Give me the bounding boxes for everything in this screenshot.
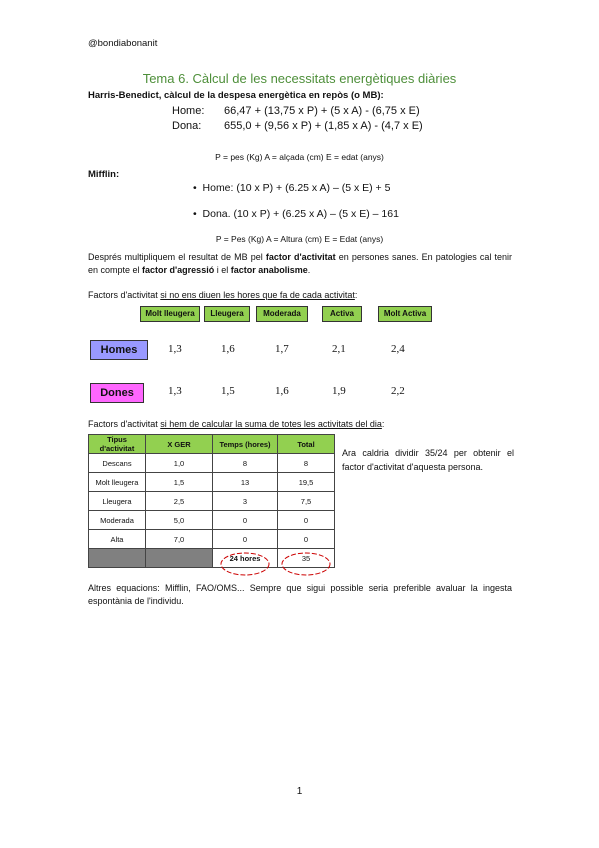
table-cell: 19,5: [278, 473, 335, 492]
total-value: 35: [278, 549, 335, 568]
author-handle: @bondiabonanit: [88, 38, 158, 49]
red-circle-total: [282, 553, 330, 575]
table-header: Temps (hores): [213, 435, 278, 454]
table-cell: 1,0: [146, 454, 213, 473]
mifflin-women: • Dona. (10 x P) + (6.25 x A) – (5 x E) – 161: [193, 208, 399, 220]
table-cell: 5,0: [146, 511, 213, 530]
total-hours: 24 hores: [213, 549, 278, 568]
table-header: Total: [278, 435, 335, 454]
women-formula: 655,0 + (9,56 x P) + (1,85 x A) - (4,7 x E): [224, 120, 423, 132]
factor-value: 1,5: [221, 385, 235, 397]
table-cell: 8: [213, 454, 278, 473]
table-cell: 8: [278, 454, 335, 473]
harris-heading: Harris-Benedict, càlcul de la despesa energètica en repòs (o MB):: [88, 90, 384, 101]
mifflin-heading: Mifflin:: [88, 169, 120, 180]
row-label-homes: Homes: [90, 340, 148, 360]
row-label-dones: Dones: [90, 383, 144, 403]
men-formula: 66,47 + (13,75 x P) + (5 x A) - (6,75 x E): [224, 105, 420, 117]
table-cell: 0: [213, 530, 278, 549]
table-cell: Molt lleugera: [89, 473, 146, 492]
table-header: Tipus d'activitat: [89, 435, 146, 454]
table-cell: 0: [213, 511, 278, 530]
table-cell: Alta: [89, 530, 146, 549]
red-circle-hours: [221, 553, 269, 575]
closing-paragraph: Altres equacions: Mifflin, FAO/OMS... Sempre que sigui possible seria preferible avaluar la ingesta espontània de l'individu.: [88, 583, 512, 606]
factor-value: 1,6: [221, 343, 235, 355]
table-cell: 1,5: [146, 473, 213, 492]
sum-heading: Factors d'activitat si hem de calcular la suma de totes les activitats del dia:: [88, 419, 385, 429]
page-title: Tema 6. Càlcul de les necessitats energètiques diàries: [142, 71, 457, 86]
table-header: X GER: [146, 435, 213, 454]
activity-paragraph: Després multipliquem el resultat de MB pel factor d'activitat en persones sanes. En patologies cal tenir en compte el factor d'agressió i el factor anabolisme.: [88, 252, 512, 275]
factor-value: 1,3: [168, 343, 182, 355]
table-cell: Lleugera: [89, 492, 146, 511]
table-cell: 13: [213, 473, 278, 492]
table-cell: Moderada: [89, 511, 146, 530]
table-cell: 2,5: [146, 492, 213, 511]
factor-value: 2,4: [391, 343, 405, 355]
table-cell: 3: [213, 492, 278, 511]
factor-value: 1,9: [332, 385, 346, 397]
factor-value: 2,2: [391, 385, 405, 397]
level-chip: Lleugera: [204, 306, 250, 322]
women-label: Dona:: [172, 120, 202, 132]
table-cell: 0: [278, 530, 335, 549]
factor-value: 2,1: [332, 343, 346, 355]
factor-value: 1,3: [168, 385, 182, 397]
page-number: 1: [296, 786, 303, 797]
table-cell: 7,0: [146, 530, 213, 549]
factors-heading: Factors d'activitat si no ens diuen les hores que fa de cada activitat:: [88, 290, 358, 300]
table-cell: 0: [278, 511, 335, 530]
level-chip: Molt Activa: [378, 306, 432, 322]
level-chip: Activa: [322, 306, 362, 322]
level-chip: Moderada: [256, 306, 308, 322]
table-cell: 7,5: [278, 492, 335, 511]
factor-value: 1,7: [275, 343, 289, 355]
mifflin-legend: P = Pes (Kg) A = Altura (cm) E = Edat (anys): [215, 234, 384, 244]
side-note: Ara caldria dividir 35/24 per obtenir el factor d'activitat d'aquesta persona.: [342, 448, 514, 472]
level-chip: Molt lleugera: [140, 306, 200, 322]
table-cell: Descans: [89, 454, 146, 473]
factor-value: 1,6: [275, 385, 289, 397]
men-label: Home:: [172, 105, 205, 117]
harris-legend: P = pes (Kg) A = alçada (cm) E = edat (anys): [215, 152, 384, 162]
mifflin-men: • Home: (10 x P) + (6.25 x A) – (5 x E) + 5: [193, 182, 391, 194]
